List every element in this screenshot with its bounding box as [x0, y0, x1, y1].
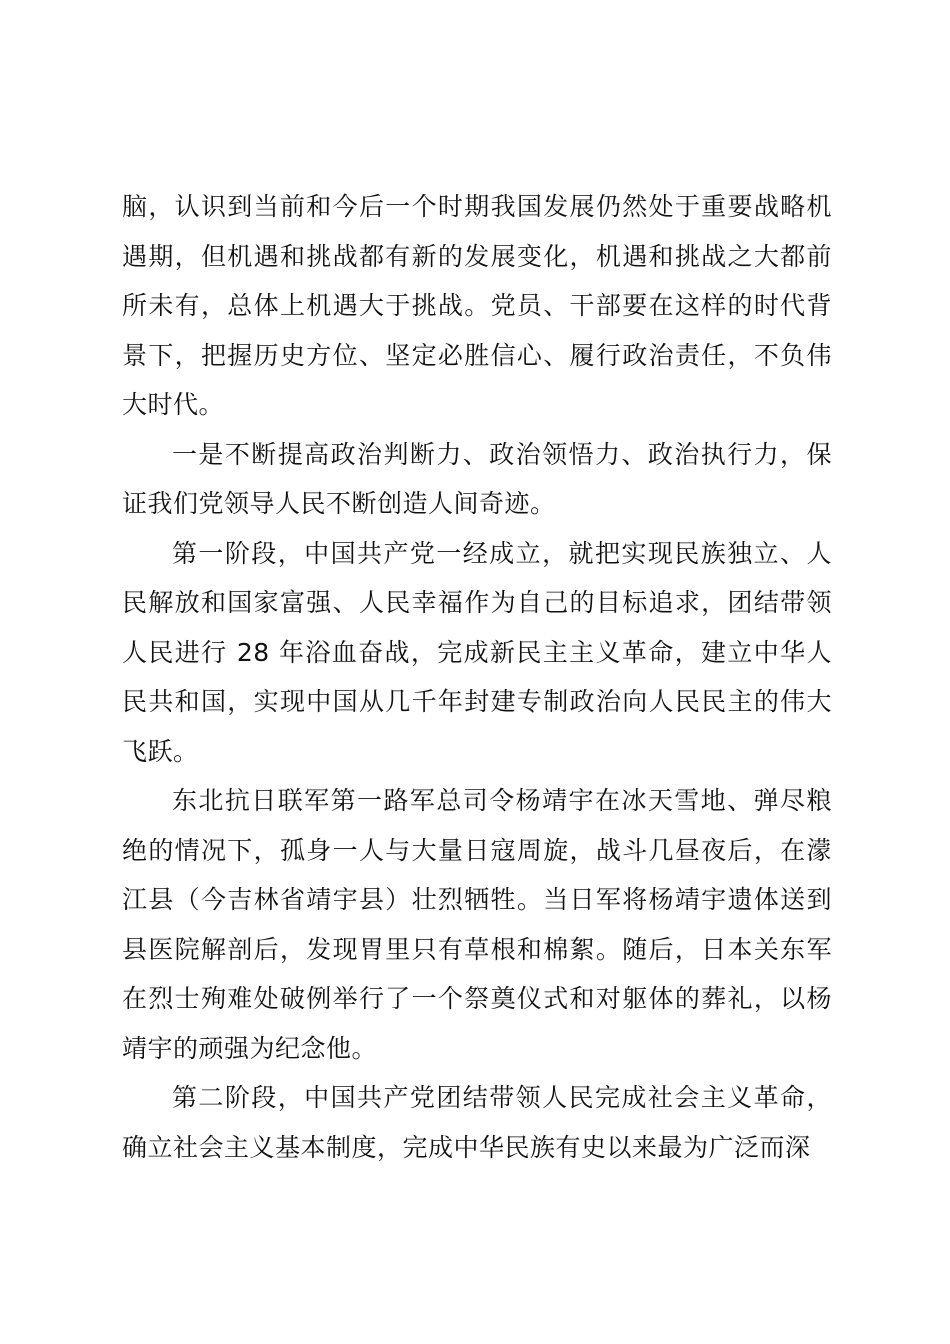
paragraph-yang-jingyu: 东北抗日联军第一路军总司令杨靖宇在冰天雪地、弹尽粮绝的情况下，孤身一人与大量日寇周旋，战斗几昼夜后，在濛江县（今吉林省靖宇县）壮烈牺牲。当日军将杨靖宇遗体送到县医院解剖后，发现胃里只有草根和棉絮。随后，日本关东军在烈士殉难处破例举行了一个祭奠仪式和对躯体的葬礼，以杨靖宇的顽强为纪念他。	[122, 786, 832, 1063]
document-body	[122, 182, 832, 1172]
paragraph-point-one: 一是不断提高政治判断力、政治领悟力、政治执行力，保证我们党领导人民不断创造人间奇迹。	[122, 439, 832, 518]
paragraph-stage-two: 第二阶段，中国共产党团结带领人民完成社会主义革命，确立社会主义基本制度，完成中华民族有史以来最为广泛而深	[122, 1083, 832, 1162]
paragraph-continuation: 脑，认识到当前和今后一个时期我国发展仍然处于重要战略机遇期，但机遇和挑战都有新的发展变化，机遇和挑战之大都前所未有，总体上机遇大于挑战。党员、干部要在这样的时代背景下，把握历史方位、坚定必胜信心、履行政治责任，不负伟大时代。	[122, 192, 832, 419]
paragraph-stage-one: 第一阶段，中国共产党一经成立，就把实现民族独立、人民解放和国家富强、人民幸福作为自己的目标追求，团结带领人民进行 28 年浴血奋战，完成新民主主义革命，建立中华人民共和国，实现中国从几千年封建专制政治向人民民主的伟大飞跃。	[122, 538, 832, 766]
